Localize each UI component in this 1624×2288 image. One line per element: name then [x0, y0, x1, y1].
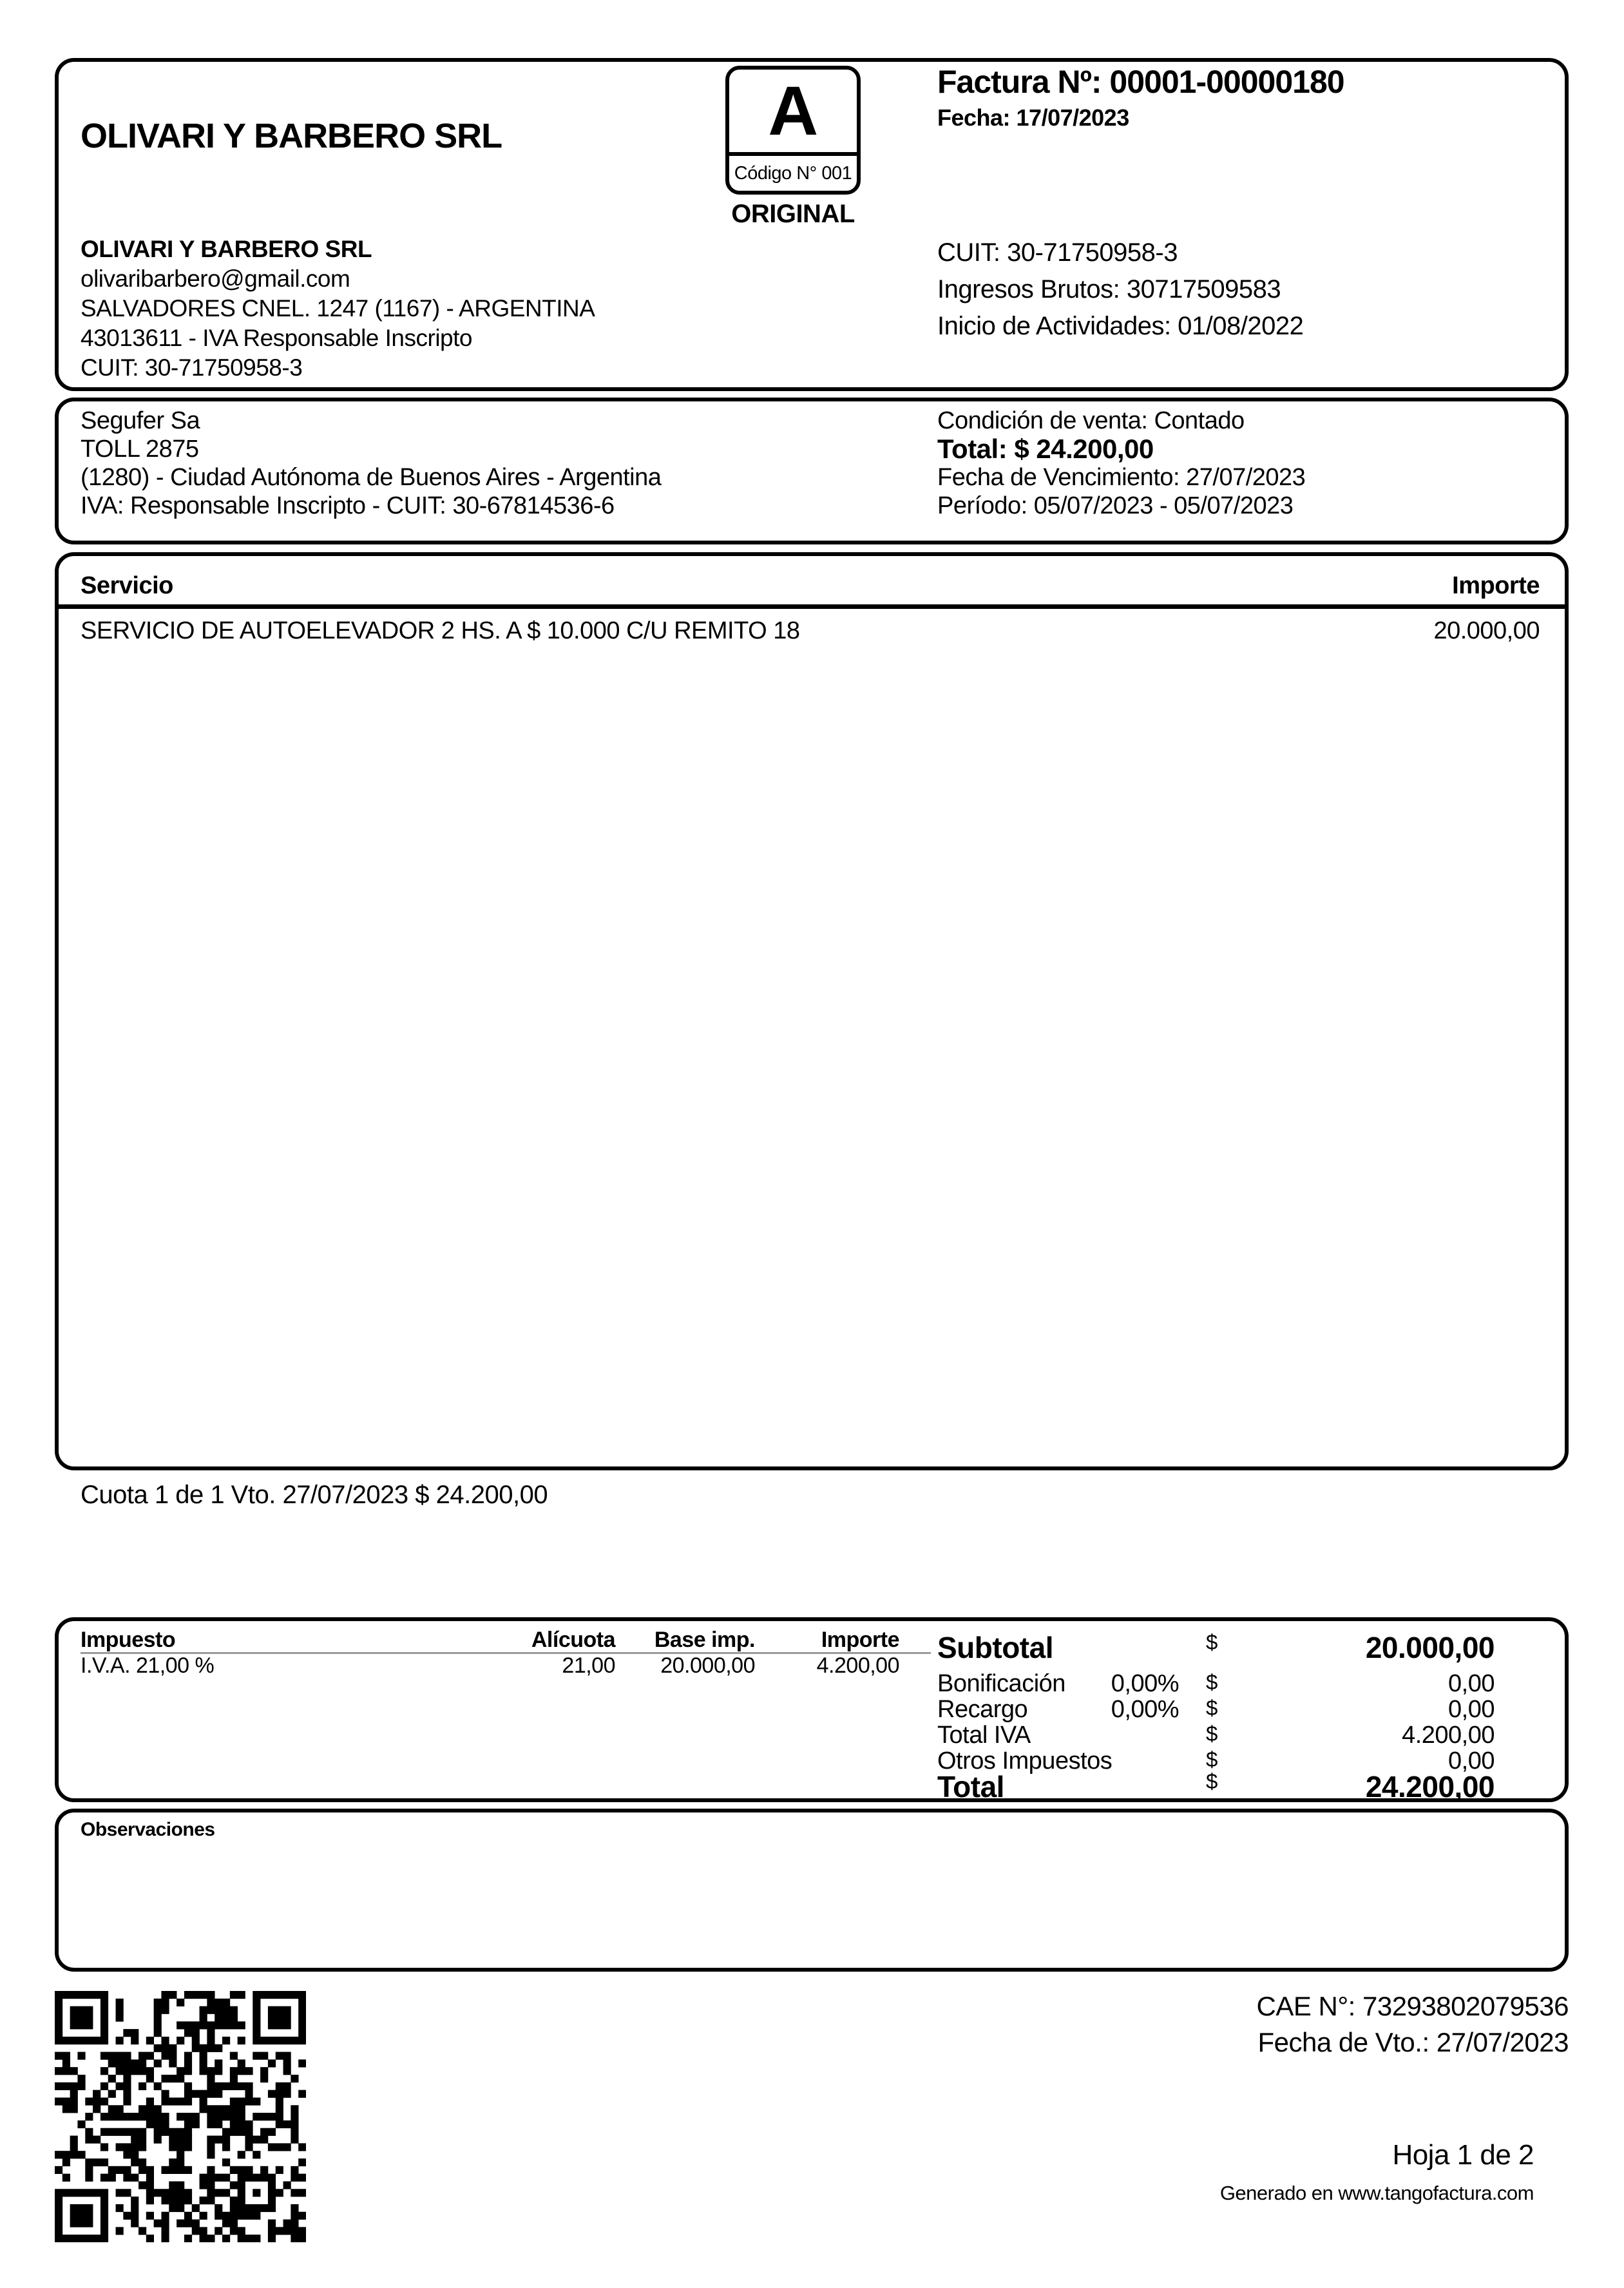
totals-subtotal-label: Subtotal — [937, 1631, 1053, 1664]
customer-street: TOLL 2875 — [81, 436, 199, 463]
tax-row-rate: 21,00 — [562, 1653, 615, 1678]
item-service: SERVICIO DE AUTOELEVADOR 2 HS. A $ 10.000 C/U REMITO 18 — [81, 617, 800, 644]
billing-period: Período: 05/07/2023 - 05/07/2023 — [937, 492, 1294, 519]
customer-block — [81, 407, 661, 520]
tax-header-amount: Importe — [821, 1628, 899, 1652]
generated-by: Generado en www.tangofactura.com — [1219, 2182, 1534, 2204]
totals-subtotal-amount: 20.000,00 — [1365, 1631, 1495, 1664]
customer-total: Total: $ 24.200,00 — [937, 434, 1154, 464]
invoice-type-box — [725, 66, 861, 195]
totals-discount-percent: 0,00% — [1111, 1670, 1179, 1697]
totals-surcharge-amount: 0,00 — [1448, 1696, 1495, 1723]
fiscal-cuit: CUIT: 30-71750958-3 — [937, 238, 1178, 267]
items-box — [55, 552, 1569, 1470]
emitter-cuit: CUIT: 30-71750958-3 — [81, 354, 303, 381]
invoice-number: Factura Nº: 00001-00000180 — [937, 64, 1344, 100]
totals-surcharge-label: Recargo — [937, 1696, 1028, 1723]
totals-total-amount: 24.200,00 — [1365, 1770, 1495, 1803]
cae-due-date: Fecha de Vto.: 27/07/2023 — [1257, 2027, 1569, 2057]
totals-discount-amount: 0,00 — [1448, 1670, 1495, 1697]
tax-row-base: 20.000,00 — [660, 1653, 755, 1678]
emitter-email: olivaribarbero@gmail.com — [81, 265, 350, 292]
cae-number: CAE N°: 73293802079536 — [1256, 1991, 1569, 2021]
items-header-service: Servicio — [81, 572, 173, 599]
due-date: Fecha de Vencimiento: 27/07/2023 — [937, 464, 1306, 491]
totals-total-label: Total — [937, 1770, 1004, 1803]
page-footer — [1220, 2139, 1534, 2205]
customer-city: (1280) - Ciudad Autónoma de Buenos Aires - Argentina — [81, 464, 662, 491]
customer-name: Segufer Sa — [81, 407, 200, 434]
tax-header-tax: Impuesto — [81, 1628, 176, 1652]
tax-row-amount: 4.200,00 — [816, 1653, 899, 1678]
observations-label: Observaciones — [81, 1819, 215, 1840]
currency-symbol: $ — [1206, 1670, 1218, 1694]
cae-block — [1256, 1988, 1569, 2061]
tax-header-base: Base imp. — [654, 1628, 755, 1652]
currency-symbol: $ — [1206, 1696, 1218, 1720]
totals-discount-label: Bonificación — [937, 1670, 1065, 1697]
items-header-divider — [59, 604, 1565, 609]
emitter-phone-iva: 43013611 - IVA Responsable Inscripto — [81, 325, 472, 351]
company-title: OLIVARI Y BARBERO SRL — [81, 117, 502, 155]
sale-conditions-block — [937, 407, 1305, 520]
observations-box — [55, 1809, 1569, 1972]
sale-condition: Condición de venta: Contado — [937, 407, 1245, 434]
tax-row-tax: I.V.A. 21,00 % — [81, 1653, 215, 1678]
currency-symbol: $ — [1206, 1747, 1218, 1771]
totals-iva-label: Total IVA — [937, 1722, 1031, 1749]
fiscal-gross-income: Ingresos Brutos: 30717509583 — [937, 275, 1281, 303]
header-box — [55, 58, 1569, 391]
emitter-block — [81, 235, 595, 383]
invoice-type-letter-section — [729, 70, 857, 156]
currency-symbol: $ — [1206, 1722, 1218, 1745]
tax-header-rate: Alícuota — [531, 1628, 615, 1652]
totals-iva-amount: 4.200,00 — [1402, 1722, 1495, 1749]
emitter-address: SALVADORES CNEL. 1247 (1167) - ARGENTINA — [81, 295, 595, 322]
totals-other-taxes-amount: 0,00 — [1448, 1747, 1495, 1774]
invoice-date: Fecha: 17/07/2023 — [937, 104, 1129, 131]
emitter-name: OLIVARI Y BARBERO SRL — [81, 236, 372, 262]
fiscal-block — [937, 235, 1303, 345]
items-header-amount: Importe — [1452, 572, 1540, 599]
currency-symbol: $ — [1206, 1630, 1218, 1654]
fiscal-activity-start: Inicio de Actividades: 01/08/2022 — [937, 312, 1304, 340]
page-number: Hoja 1 de 2 — [1392, 2139, 1534, 2171]
installment-note: Cuota 1 de 1 Vto. 27/07/2023 $ 24.200,00 — [81, 1481, 548, 1509]
invoice-type-letter: A — [768, 72, 818, 149]
customer-box — [55, 398, 1569, 544]
original-label: ORIGINAL — [731, 200, 855, 228]
currency-symbol: $ — [1206, 1769, 1218, 1793]
qr-code — [55, 1991, 306, 2242]
totals-other-taxes-label: Otros Impuestos — [937, 1747, 1113, 1774]
invoice-type-code: Código N° 001 — [734, 162, 852, 184]
item-amount: 20.000,00 — [1433, 617, 1540, 644]
taxes-totals-box — [55, 1617, 1569, 1802]
totals-surcharge-percent: 0,00% — [1111, 1696, 1179, 1723]
customer-iva-cuit: IVA: Responsable Inscripto - CUIT: 30-67814536-6 — [81, 492, 615, 519]
